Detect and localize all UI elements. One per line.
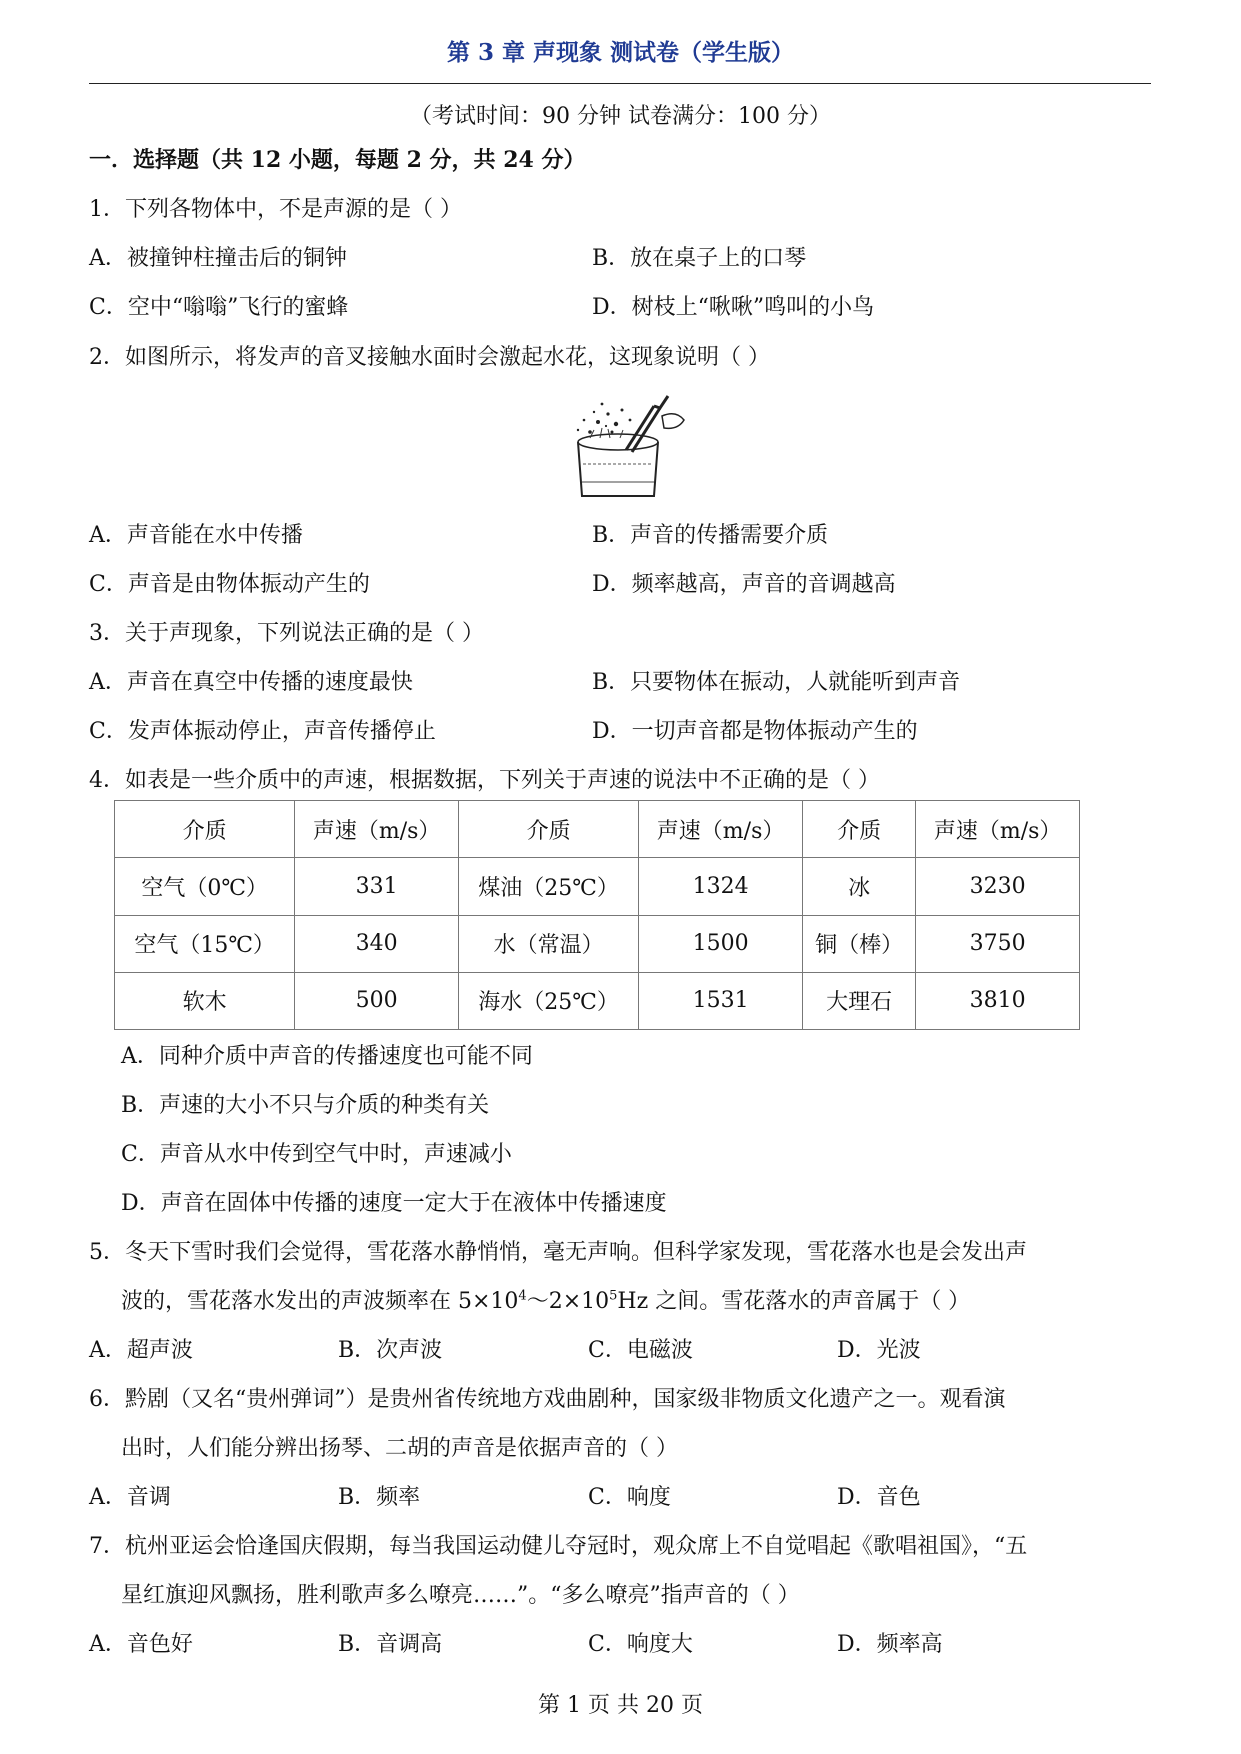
question-3-option-a: A．声音在真空中传播的速度最快: [89, 670, 413, 695]
question-2-option-d: D．频率越高，声音的音调越高: [592, 572, 896, 597]
question-7-option-b: B．音调高: [338, 1632, 443, 1657]
table-cell: 冰: [802, 858, 915, 915]
question-6-line-1: 6．黔剧（又名“贵州弹词”）是贵州省传统地方戏曲剧种，国家级非物质文化遗产之一。观看演: [89, 1387, 1006, 1412]
exponent: 4: [518, 1288, 527, 1304]
header-divider: [89, 83, 1151, 84]
question-5-line-2: [121, 1287, 970, 1317]
question-2-stem: 2．如图所示，将发声的音叉接触水面时会激起水花，这现象说明（ ）: [89, 345, 770, 370]
q5-text: 波的，雪花落水发出的声波频率在 5×10: [121, 1289, 519, 1314]
table-header-cell: 声速（m/s）: [916, 801, 1080, 858]
question-6-option-a: A．音调: [89, 1485, 171, 1510]
question-1-option-b: B．放在桌子上的口琴: [592, 246, 807, 271]
table-cell: 铜（棒）: [802, 915, 915, 972]
exam-info: （考试时间：90 分钟 试卷满分：100 分）: [410, 104, 831, 129]
question-4-option-c: C．声音从水中传到空气中时，声速减小: [121, 1142, 512, 1167]
sound-speed-table: [114, 800, 1080, 1030]
q5-text: Hz 之间。雪花落水的声音属于（ ）: [617, 1289, 971, 1314]
table-header-cell: 声速（m/s）: [639, 801, 803, 858]
question-7-option-a: A．音色好: [89, 1632, 193, 1657]
question-3-option-d: D．一切声音都是物体振动产生的: [592, 719, 918, 744]
question-4-option-b: B．声速的大小不只与介质的种类有关: [121, 1093, 490, 1118]
table-header-cell: 介质: [115, 801, 295, 858]
table-cell: 软木: [115, 972, 295, 1029]
page-number: 第 1 页 共 20 页: [538, 1693, 703, 1718]
table-cell: 3750: [916, 915, 1080, 972]
question-1-stem: 1．下列各物体中，不是声源的是（ ）: [89, 197, 462, 222]
table-cell: 空气（15℃）: [115, 915, 295, 972]
table-cell: 空气（0℃）: [115, 858, 295, 915]
question-5-line-1: 5．冬天下雪时我们会觉得，雪花落水静悄悄，毫无声响。但科学家发现，雪花落水也是会发出声: [89, 1240, 1028, 1265]
table-cell: 煤油（25℃）: [458, 858, 638, 915]
table-cell: 500: [295, 972, 459, 1029]
table-header-cell: 声速（m/s）: [295, 801, 459, 858]
question-1-option-a: A．被撞钟柱撞击后的铜钟: [89, 246, 347, 271]
question-5-option-c: C．电磁波: [588, 1338, 693, 1363]
question-3-option-b: B．只要物体在振动，人就能听到声音: [592, 670, 961, 695]
question-5-option-a: A．超声波: [89, 1338, 193, 1363]
table-cell: 1531: [639, 972, 803, 1029]
question-4-option-d: D．声音在固体中传播的速度一定大于在液体中传播速度: [121, 1191, 667, 1216]
question-5-option-d: D．光波: [837, 1338, 921, 1363]
table-cell: 331: [295, 858, 459, 915]
question-7-option-c: C．响度大: [588, 1632, 693, 1657]
table-cell: 水（常温）: [458, 915, 638, 972]
tuning-fork-water-figure: [550, 392, 690, 502]
question-7-line-2: 星红旗迎风飘扬，胜利歌声多么嘹亮……”。“多么嘹亮”指声音的（ ）: [121, 1583, 800, 1608]
q5-text: ～2×10: [526, 1289, 610, 1314]
question-2-option-c: C．声音是由物体振动产生的: [89, 572, 370, 597]
table-header-row: [115, 801, 1080, 858]
question-6-line-2: 出时，人们能分辨出扬琴、二胡的声音是依据声音的（ ）: [121, 1436, 678, 1461]
section-heading: 一．选择题（共 12 小题，每题 2 分，共 24 分）: [89, 147, 586, 173]
question-1-option-c: C．空中“嗡嗡”飞行的蜜蜂: [89, 295, 349, 320]
table-cell: 340: [295, 915, 459, 972]
question-2-option-a: A．声音能在水中传播: [89, 523, 303, 548]
table-cell: 3810: [916, 972, 1080, 1029]
table-header-cell: 介质: [458, 801, 638, 858]
table-cell: 3230: [916, 858, 1080, 915]
table-cell: 大理石: [802, 972, 915, 1029]
exponent: 5: [609, 1288, 618, 1304]
question-4-option-a: A．同种介质中声音的传播速度也可能不同: [121, 1044, 533, 1069]
question-3-option-c: C．发声体振动停止，声音传播停止: [89, 719, 436, 744]
question-6-option-c: C．响度: [588, 1485, 671, 1510]
question-6-option-b: B．频率: [338, 1485, 421, 1510]
question-4-stem: 4．如表是一些介质中的声速，根据数据，下列关于声速的说法中不正确的是（ ）: [89, 768, 880, 793]
table-cell: 1324: [639, 858, 803, 915]
question-5-option-b: B．次声波: [338, 1338, 443, 1363]
question-7-option-d: D．频率高: [837, 1632, 943, 1657]
question-2-option-b: B．声音的传播需要介质: [592, 523, 829, 548]
table-cell: 海水（25℃）: [458, 972, 638, 1029]
table-header-cell: 介质: [802, 801, 915, 858]
question-6-option-d: D．音色: [837, 1485, 921, 1510]
table-row: [115, 972, 1080, 1029]
question-1-option-d: D．树枝上“啾啾”鸣叫的小鸟: [592, 295, 875, 320]
page-title: 第 3 章 声现象 测试卷（学生版）: [446, 39, 795, 66]
question-3-stem: 3．关于声现象，下列说法正确的是（ ）: [89, 621, 484, 646]
table-cell: 1500: [639, 915, 803, 972]
table-row: [115, 915, 1080, 972]
question-7-line-1: 7．杭州亚运会恰逢国庆假期，每当我国运动健儿夺冠时，观众席上不自觉唱起《歌唱祖国》，“五: [89, 1534, 1028, 1559]
table-row: [115, 858, 1080, 915]
